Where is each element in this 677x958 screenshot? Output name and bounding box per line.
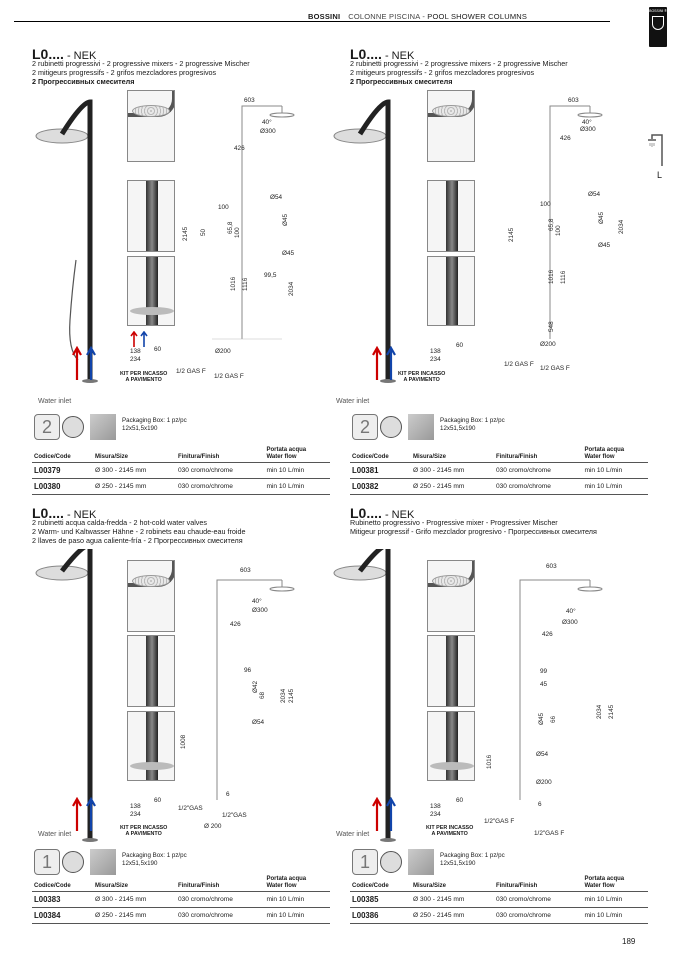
dim-2145: 2145 — [182, 226, 189, 241]
water-inlet-label: Water inlet — [336, 831, 370, 838]
dim-gas-1: 1/2 GAS F — [504, 361, 534, 368]
dim-45: Ø45 — [598, 211, 605, 224]
product-section-4 — [336, 505, 670, 920]
dim-96: 96 — [244, 667, 252, 674]
base-detail-photo — [427, 256, 475, 326]
dim-1116: 1116 — [560, 270, 567, 284]
header-rule — [14, 21, 610, 22]
dim-66: 66 — [550, 715, 557, 723]
dim-pipe-diameter: Ø54 — [588, 191, 601, 198]
dim-head-diameter: Ø300 — [252, 607, 268, 614]
dim-45b: Ø45 — [282, 250, 295, 257]
packaging-box-icon — [408, 414, 434, 440]
dim-1116: 1116 — [242, 277, 249, 291]
dim-head-diameter: Ø300 — [562, 619, 578, 626]
dim-width: 603 — [240, 567, 251, 574]
model-2-icon: 2 — [34, 414, 60, 440]
technical-drawing — [172, 101, 347, 346]
mixer-detail-photo — [127, 180, 175, 252]
valve-model-icon: 1 — [34, 849, 60, 875]
dim-2034: 2034 — [280, 688, 287, 703]
dim-45b: Ø45 — [538, 712, 545, 725]
technical-drawing — [490, 575, 665, 820]
dim-gas-2: 1/2"GAS — [222, 812, 247, 819]
product-title: L0.... - NEK — [350, 505, 415, 521]
mixer-detail-photo — [427, 180, 475, 252]
dim-base: Ø200 — [536, 779, 552, 786]
dim-100b: 100 — [555, 225, 562, 236]
dim-65: 65,8 — [548, 218, 555, 231]
packaging-info: 1 Packaging Box: 1 pz/pc 12x51,5x190 — [350, 847, 670, 887]
spec-table: Codice/Code Misura/Size Finitura/Finish Portata acqua Water flow L00385 Ø 300 - 2145 mm 030 cromo/chrome min 10 L/min L00386 Ø 250 - 2145 mm 030 cromo/chrome min 10 L/min — [350, 869, 648, 924]
dim-1016: 1016 — [486, 754, 493, 769]
dim-50: 50 — [200, 228, 207, 236]
dim-base: Ø200 — [215, 348, 231, 355]
product-description: Rubinetto progressivo - Progressive mixer - Progressiver Mischer Mitigeur progressif - Grifo mezclador progresivo - Прогрессивных смесителя — [350, 518, 597, 536]
dim-gas-2: 1/2 GAS F — [214, 373, 244, 380]
logo-emblem-icon — [652, 16, 664, 30]
spec-table: Codice/Code Misura/Size Finitura/Finish Portata acqua Water flow L00379 Ø 300 - 2145 mm 030 cromo/chrome min 10 L/min L00380 Ø 250 - 2145 mm 030 cromo/chrome min 10 L/min — [32, 440, 330, 495]
dim-99: 99 — [540, 668, 548, 675]
dim-head-diameter: Ø300 — [260, 128, 276, 135]
water-inlet-arrows-icon — [370, 797, 400, 832]
spec-table: Codice/Code Misura/Size Finitura/Finish Portata acqua Water flow L00383 Ø 300 - 2145 mm 030 cromo/chrome min 10 L/min L00384 Ø 250 - 2145 mm 030 cromo/chrome min 10 L/min — [32, 869, 330, 924]
dim-gas-2: 1/2"GAS F — [534, 830, 565, 837]
dim-angle: 40° — [262, 119, 272, 126]
page-number: 189 — [622, 937, 636, 946]
shower-column-photo — [330, 90, 425, 390]
packaging-box-icon — [90, 414, 116, 440]
showerhead-detail-photo — [427, 90, 475, 162]
side-tab-label: L — [657, 170, 663, 180]
dim-pipe-diameter: Ø54 — [536, 751, 549, 758]
kit-total-dim: 234 — [430, 811, 441, 818]
dim-1008: 1008 — [180, 734, 187, 749]
showerhead-detail-photo — [127, 560, 175, 632]
water-inlet-label: Water inlet — [38, 831, 72, 838]
dim-426: 426 — [542, 631, 553, 638]
water-inlet-arrows-icon — [370, 346, 400, 381]
dim-width: 603 — [244, 97, 255, 104]
dim-2034: 2034 — [618, 219, 625, 234]
kit-label: KIT PER INCASSO A PAVIMENTO — [120, 825, 168, 837]
product-description: 2 rubinetti acqua calda-fredda - 2 hot-cold water valves 2 Warm- und Kaltwasser Hähne - 2 robinets eau chaude-eau froide 2 llaves de paso agua caliente-fría - 2 Прогрессивных смесителя — [32, 518, 246, 545]
dim-100b: 100 — [234, 227, 241, 238]
mixer-model-icon: 1 — [352, 849, 378, 875]
dim-45: Ø45 — [282, 213, 289, 226]
dim-2034: 2034 — [596, 704, 603, 719]
base-detail-photo — [427, 711, 475, 781]
kit-label: KIT PER INCASSO A PAVIMENTO — [426, 825, 474, 837]
table-row: L00379 Ø 300 - 2145 mm 030 cromo/chrome min 10 L/min — [32, 462, 330, 478]
dim-gas-2: 1/2 GAS F — [540, 365, 570, 372]
kit-box-dim: 138 — [430, 348, 441, 355]
dim-6: 6 — [226, 791, 230, 798]
dim-2145: 2145 — [288, 688, 295, 703]
dim-2145: 2145 — [608, 704, 615, 719]
water-inlet-label: Water inlet — [336, 398, 370, 405]
dim-100: 100 — [218, 204, 229, 211]
shower-column-photo — [32, 90, 127, 390]
kit-total-dim: 234 — [130, 356, 141, 363]
dim-angle: 40° — [582, 119, 592, 126]
base-detail-photo — [127, 256, 175, 326]
logo-text: BOSSINI ® — [649, 9, 667, 13]
dim-angle: 40° — [566, 608, 576, 615]
bossini-logo — [649, 7, 667, 47]
valve-detail-photo — [127, 635, 175, 707]
kit-box-dim: 138 — [430, 803, 441, 810]
table-row: L00382 Ø 250 - 2145 mm 030 cromo/chrome min 10 L/min — [350, 478, 648, 494]
header-subtitle: POOL SHOWER COLUMNS — [427, 12, 528, 21]
product-title-suffix: - NEK — [63, 50, 97, 62]
table-row: L00384 Ø 250 - 2145 mm 030 cromo/chrome min 10 L/min — [32, 907, 330, 923]
product-description: 2 rubinetti progressivi - 2 progressive mixers - 2 progressive Mischer 2 mitigeurs progressifs - 2 grifos mezcladores progresivos 2 Прогрессивных смесителя — [350, 59, 568, 86]
dim-width: 603 — [546, 563, 557, 570]
kit-height-dim: 60 — [456, 342, 464, 349]
page-header — [308, 12, 527, 21]
product-description: 2 rubinetti progressivi - 2 progressive mixers - 2 progressive Mischer 2 mitigeurs progressifs - 2 grifos mezcladores progresivos 2 Прогрессивных смесителя — [32, 59, 250, 86]
dim-base: Ø200 — [540, 341, 556, 348]
showerhead-detail-photo — [127, 90, 175, 162]
table-row: L00386 Ø 250 - 2145 mm 030 cromo/chrome min 10 L/min — [350, 907, 648, 923]
dim-1016: 1016 — [548, 269, 555, 284]
product-title: L0.... - NEK — [32, 46, 97, 62]
spec-table: Codice/Code Misura/Size Finitura/Finish Portata acqua Water flow L00381 Ø 300 - 2145 mm 030 cromo/chrome min 10 L/min L00382 Ø 250 - 2145 mm 030 cromo/chrome min 10 L/min — [350, 440, 648, 495]
product-section-3 — [32, 505, 352, 920]
dim-width: 603 — [568, 97, 579, 104]
product-title: L0.... - NEK — [350, 46, 415, 62]
table-row: L00383 Ø 300 - 2145 mm 030 cromo/chrome min 10 L/min — [32, 891, 330, 907]
dim-pipe-diameter: Ø54 — [252, 719, 265, 726]
model-2-icon: 2 — [352, 414, 378, 440]
dim-42: Ø42 — [252, 680, 259, 693]
header-separator: - — [420, 12, 428, 21]
dim-head-diameter: Ø300 — [580, 126, 596, 133]
dim-gas-1: 1/2"GAS F — [484, 818, 515, 825]
kit-height-dim: 60 — [456, 797, 464, 804]
dim-68: 68 — [259, 691, 266, 699]
technical-drawing — [490, 101, 665, 346]
dim-2145: 2145 — [508, 227, 515, 242]
packaging-info: 2 Packaging Box: 1 pz/pc 12x51,5x190 — [350, 412, 670, 452]
dim-100: 100 — [540, 201, 551, 208]
kit-total-dim: 234 — [130, 811, 141, 818]
easy-clean-icon — [380, 416, 402, 438]
table-row: L00381 Ø 300 - 2145 mm 030 cromo/chrome min 10 L/min — [350, 462, 648, 478]
kit-height-dim: 60 — [154, 797, 162, 804]
table-row: L00385 Ø 300 - 2145 mm 030 cromo/chrome min 10 L/min — [350, 891, 648, 907]
packaging-info: 2 Packaging Box: 1 pz/pc 12x51,5x190 — [32, 412, 352, 452]
dim-426: 426 — [230, 621, 241, 628]
easy-clean-icon — [62, 416, 84, 438]
dim-45b: Ø45 — [598, 242, 611, 249]
kit-box-dim: 138 — [130, 803, 141, 810]
dim-65: 65,8 — [227, 221, 234, 234]
dim-angle: 40° — [252, 598, 262, 605]
base-detail-photo — [127, 711, 175, 781]
table-row: L00380 Ø 250 - 2145 mm 030 cromo/chrome min 10 L/min — [32, 478, 330, 494]
inlet-arrows-icon — [130, 331, 166, 347]
showerhead-detail-photo — [427, 560, 475, 632]
kit-total-dim: 234 — [430, 356, 441, 363]
product-section-2 — [336, 46, 670, 491]
dim-pipe-diameter: Ø54 — [270, 194, 283, 201]
dim-1016: 1016 — [230, 276, 237, 291]
kit-label: KIT PER INCASSO A PAVIMENTO — [398, 371, 446, 383]
kit-label: KIT PER INCASSO A PAVIMENTO — [120, 371, 168, 383]
kit-box-dim: 138 — [130, 348, 141, 355]
dim-99-5: 99,5 — [264, 272, 277, 279]
mixer-detail-photo — [427, 635, 475, 707]
dim-426: 426 — [234, 145, 245, 152]
brand-name: BOSSINI — [308, 12, 341, 21]
dim-426: 426 — [560, 135, 571, 142]
dim-gas-1: 1/2"GAS — [178, 805, 203, 812]
dim-6: 6 — [538, 801, 542, 808]
product-section-1 — [32, 46, 352, 491]
header-category: COLONNE PISCINA — [348, 12, 421, 21]
product-title: L0.... - NEK — [32, 505, 97, 521]
dim-548: 548 — [548, 321, 555, 332]
dim-2034: 2034 — [288, 281, 295, 296]
dim-45: 45 — [540, 681, 548, 688]
water-inlet-arrows-icon — [70, 797, 100, 832]
dim-gas-1: 1/2 GAS F — [176, 368, 206, 375]
water-inlet-label: Water inlet — [38, 398, 72, 405]
dim-base: Ø 200 — [204, 823, 222, 830]
kit-height-dim: 60 — [154, 346, 162, 353]
packaging-info: 1 Packaging Box: 1 pz/pc 12x51,5x190 — [32, 847, 352, 887]
water-inlet-arrows-icon — [70, 346, 100, 381]
